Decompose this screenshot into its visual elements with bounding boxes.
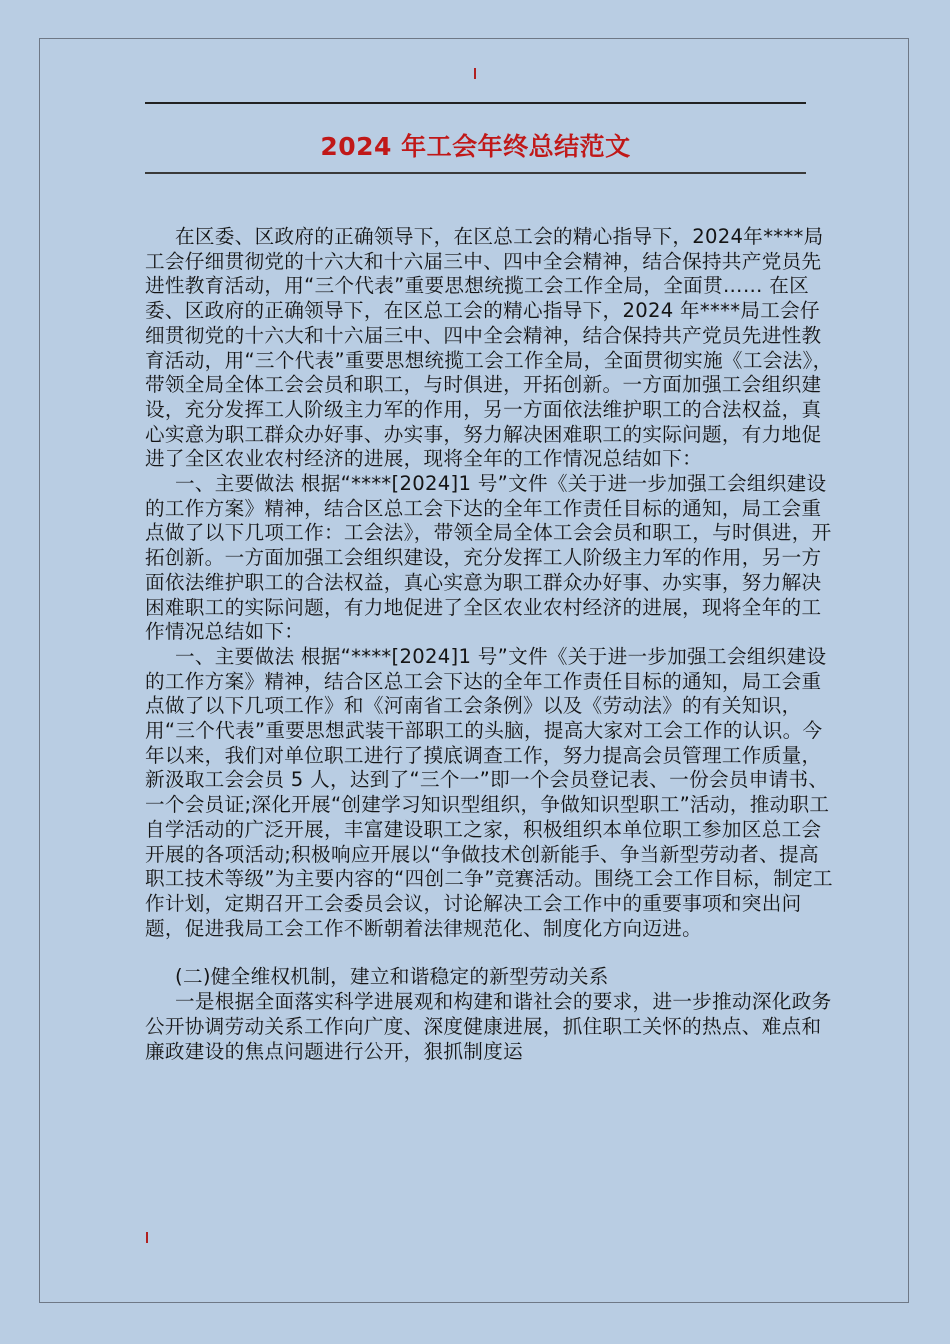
paragraph-rights: 一是根据全面落实科学进展观和构建和谐社会的要求，进一步推动深化政务公开协调劳动关系工作向广度、深度健康进展，抓住职工关怀的热点、难点和廉政建设的焦点问题进行公开，狠抓制度运 (145, 990, 832, 1063)
header-rule (145, 102, 806, 104)
paragraph-method-2: 一、主要做法 根据“****[2024]1 号”文件《关于进一步加强工会组织建设的工作方案》精神，结合区总工会下达的全年工作责任目标的通知，局工会重点做了以下几项工作》和《河南省工会条例》以及《劳动法》的有关知识，用“三个代表”重要思想武装干部职工的头脑，提高大家对工会工作的认识。今年以来，我们对单位职工进行了摸底调查工作，努力提高会员管理工作质量，新汲取工会会员 5 人，达到了“三个一”即一个会员登记表、一份会员申请书、一个会员证;深化开展“创建学习知识型组织，争做知识型职工”活动，推动职工自学活动的广泛开展，丰富建设职工之家，积极组织本单位职工参加区总工会开展的各项活动;积极响应开展以“争做技术创新能手、争当新型劳动者、提高职工技术等级”为主要内容的“四创二争”竞赛活动。围绕工会工作目标，制定工作计划，定期召开工会委员会议，讨论解决工会工作中的重要事项和突出问题，促进我局工会工作不断朝着法律规范化、制度化方向迈进。 (145, 644, 833, 940)
section-heading: (二)健全维权机制，建立和谐稳定的新型劳动关系 (175, 965, 609, 989)
document-body (145, 225, 835, 1064)
footer-marker (146, 1232, 148, 1243)
title-underline (145, 172, 806, 174)
paragraph-gap (145, 941, 835, 965)
paragraph-intro: 在区委、区政府的正确领导下，在区总工会的精心指导下，2024年****局工会仔细贯彻党的十六大和十六届三中、四中全会精神，结合保持共产党员先进性教育活动，用“三个代表”重要思想统揽工会工作全局，全面贯…… 在区委、区政府的正确领导下，在区总工会的精心指导下，2024 年****局工会仔细贯彻党的十六大和十六届三中、四中全会精神，结合保持共产党员先进性教育活动，用“三个代表”重要思想统揽工会工作全局，全面贯彻实施《工会法》，带领全局全体工会会员和职工，与时俱进，开拓创新。一方面加强工会组织建设，充分发挥工人阶级主力军的作用，另一方面依法维护职工的合法权益，真心实意为职工群众办好事、办实事，努力解决困难职工的实际问题，有力地促进了全区农业农村经济的进展，现将全年的工作情况总结如下： (145, 225, 833, 471)
document-title: 2024 年工会年终总结范文 (320, 132, 631, 161)
paragraph-method-1: 一、主要做法 根据“****[2024]1 号”文件《关于进一步加强工会组织建设的工作方案》精神，结合区总工会下达的全年工作责任目标的通知，局工会重点做了以下几项工作：工会法》，带领全局全体工会会员和职工，与时俱进，开拓创新。一方面加强工会组织建设，充分发挥工人阶级主力军的作用，另一方面依法维护职工的合法权益，真心实意为职工群众办好事、办实事，努力解决困难职工的实际问题，有力地促进了全区农业农村经济的进展，现将全年的工作情况总结如下： (145, 472, 832, 644)
header-marker (474, 68, 476, 79)
